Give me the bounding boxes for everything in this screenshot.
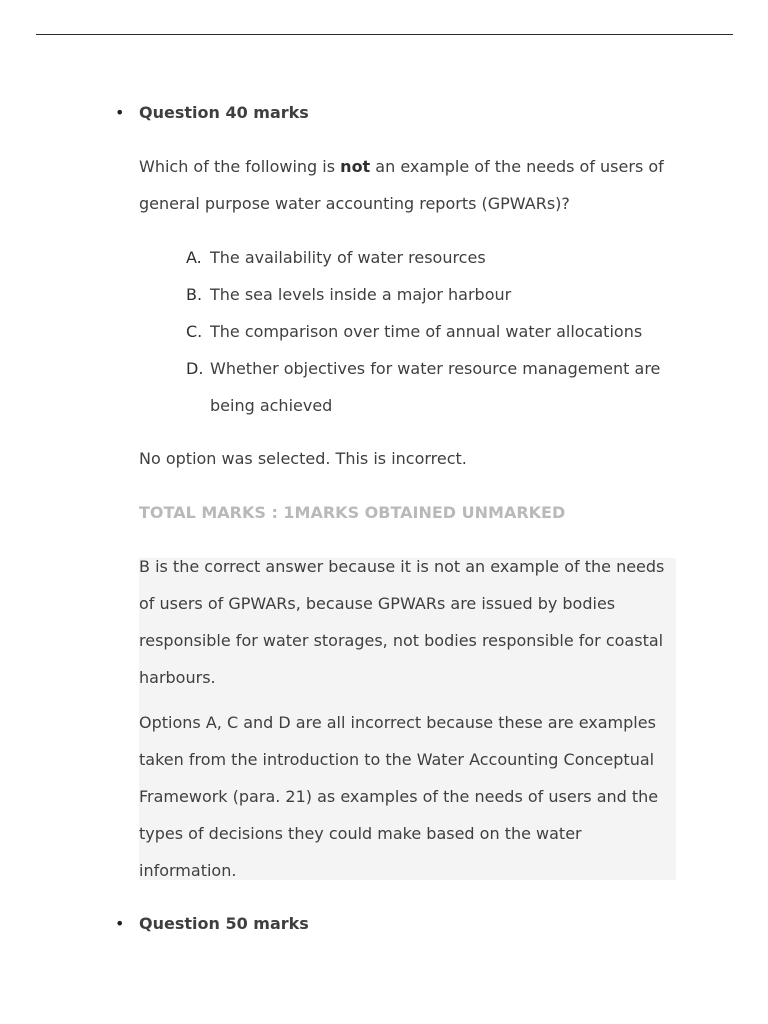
prompt-text-after: an example of the needs of users of general purpose water accounting reports (GPWARs)? bbox=[139, 157, 664, 213]
bullet-icon: • bbox=[115, 914, 125, 933]
option-letter: D. bbox=[186, 359, 204, 378]
option-b bbox=[186, 276, 676, 313]
option-text: The availability of water resources bbox=[210, 248, 486, 267]
option-letter: A. bbox=[186, 248, 202, 267]
feedback-paragraph: Options A, C and D are all incorrect because these are examples taken from the introduction to the Water Accounting Conceptual Framework (para. 21) as examples of the needs of users and the types of decisions they could make based on the water information. bbox=[139, 713, 659, 880]
feedback-paragraph: B is the correct answer because it is not an example of the needs of users of GPWARs, because GPWARs are issued by bodies responsible for water storages, not bodies responsible for coastal harbours. bbox=[139, 557, 665, 687]
feedback-panel bbox=[139, 558, 676, 880]
option-letter: B. bbox=[186, 285, 203, 304]
bullet-icon: • bbox=[115, 103, 125, 122]
option-a bbox=[186, 239, 676, 276]
option-letter: C. bbox=[186, 322, 203, 341]
option-text: Whether objectives for water resource management are being achieved bbox=[210, 359, 661, 415]
option-text: The sea levels inside a major harbour bbox=[210, 285, 512, 304]
prompt-emphasis: not bbox=[340, 157, 371, 176]
prompt-text-before: Which of the following is bbox=[139, 157, 341, 176]
option-text: The comparison over time of annual water allocations bbox=[210, 322, 643, 341]
total-marks-label: TOTAL MARKS : 1MARKS OBTAINED UNMARKED bbox=[139, 503, 566, 522]
question-prompt bbox=[139, 148, 679, 222]
option-d bbox=[186, 350, 676, 424]
question-title: Question 50 marks bbox=[139, 914, 309, 933]
answer-status: No option was selected. This is incorrect. bbox=[139, 449, 467, 468]
option-c bbox=[186, 313, 676, 350]
answer-options bbox=[186, 239, 676, 424]
question-title: Question 40 marks bbox=[139, 103, 309, 122]
top-divider bbox=[36, 34, 733, 35]
